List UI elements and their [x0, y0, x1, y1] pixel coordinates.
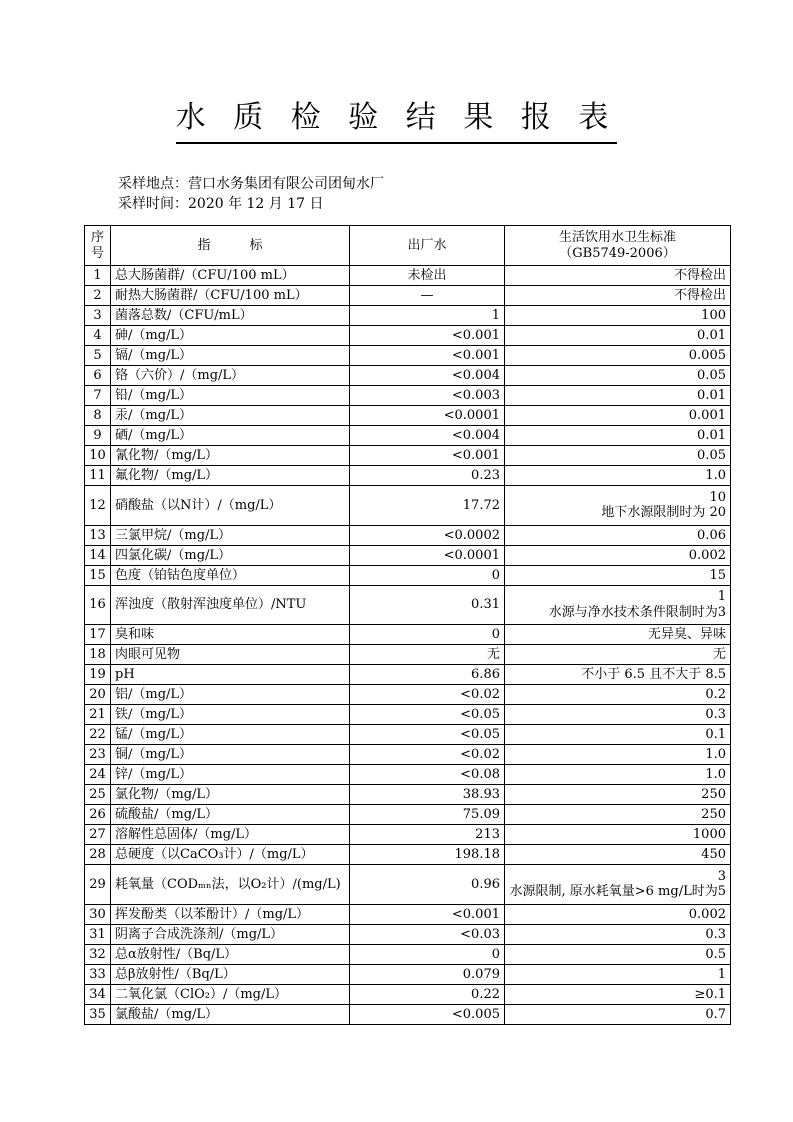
standard-value: 0.05: [505, 366, 731, 386]
col-header-standard-line2: （GB5749-2006）: [559, 245, 676, 261]
table-row: [85, 426, 731, 446]
outflow-value: <0.004: [350, 426, 505, 446]
standard-value: 100: [505, 306, 731, 326]
table-row: [85, 446, 731, 466]
standard-value: 0.05: [505, 446, 731, 466]
table-row: [85, 944, 731, 964]
outflow-value: <0.0001: [350, 406, 505, 426]
table-row: [85, 585, 731, 625]
col-header-standard-line1: 生活饮用水卫生标准: [558, 229, 676, 245]
standard-value: 无: [505, 645, 731, 665]
indicator-name: 硝酸盐（以N计）/（mg/L）: [111, 486, 350, 526]
row-number: 4: [85, 326, 111, 346]
indicator-name: 总α放射性/（Bq/L）: [111, 944, 350, 964]
indicator-name: 硒/（mg/L）: [111, 426, 350, 446]
standard-value: ≥0.1: [505, 984, 731, 1004]
table-row: [85, 645, 731, 665]
indicator-name: 锌/（mg/L）: [111, 765, 350, 785]
standard-value: 0.1: [505, 725, 731, 745]
indicator-name: pH: [111, 665, 350, 685]
table-row: [85, 984, 731, 1004]
table-row: [85, 785, 731, 805]
standard-value: 1.0: [505, 745, 731, 765]
indicator-name: 耗氧量（CODₘₙ法，以O₂计）/(mg/L): [111, 865, 350, 905]
standard-value: 0.3: [505, 924, 731, 944]
row-number: 19: [85, 665, 111, 685]
indicator-name: 铜/（mg/L）: [111, 745, 350, 765]
standard-value: 250: [505, 785, 731, 805]
standard-value: 15: [505, 565, 731, 585]
standard-value: 0.01: [505, 326, 731, 346]
row-number: 18: [85, 645, 111, 665]
row-number: 8: [85, 406, 111, 426]
table-row: [85, 326, 731, 346]
table-row: [85, 486, 731, 526]
table-body: [85, 266, 731, 1025]
outflow-value: <0.08: [350, 765, 505, 785]
row-number: 35: [85, 1004, 111, 1024]
table-row: [85, 466, 731, 486]
indicator-name: 氟化物/（mg/L）: [111, 466, 350, 486]
standard-limit: 3: [717, 868, 726, 884]
row-number: 33: [85, 964, 111, 984]
standard-value: 1: [505, 964, 731, 984]
indicator-name: 浑浊度（散射浑浊度单位）/NTU: [111, 585, 350, 625]
standard-value: 0.5: [505, 944, 731, 964]
standard-value: 0.01: [505, 426, 731, 446]
row-number: 16: [85, 585, 111, 625]
indicator-name: 菌落总数/（CFU/mL）: [111, 306, 350, 326]
row-number: 7: [85, 386, 111, 406]
outflow-value: 未检出: [350, 266, 505, 286]
outflow-value: 0.31: [350, 585, 505, 625]
table-row: [85, 685, 731, 705]
col-header-indicator: 指 标: [111, 226, 350, 266]
outflow-value: 1: [350, 306, 505, 326]
row-number: 17: [85, 625, 111, 645]
row-number: 22: [85, 725, 111, 745]
indicator-name: 臭和味: [111, 625, 350, 645]
indicator-name: 肉眼可见物: [111, 645, 350, 665]
table-row: [85, 366, 731, 386]
outflow-value: <0.001: [350, 326, 505, 346]
table-row: [85, 1004, 731, 1024]
row-number: 34: [85, 984, 111, 1004]
outflow-value: 0.23: [350, 466, 505, 486]
standard-note: 地下水源限制时为 20: [601, 505, 726, 521]
table-row: [85, 705, 731, 725]
outflow-value: 198.18: [350, 845, 505, 865]
table-row: [85, 306, 731, 326]
indicator-name: 二氧化氯（ClO₂）/（mg/L）: [111, 984, 350, 1004]
table-row: [85, 845, 731, 865]
standard-limit: 1: [717, 589, 726, 605]
row-number: 3: [85, 306, 111, 326]
standard-value: 450: [505, 845, 731, 865]
standard-value: 不得检出: [505, 266, 731, 286]
row-number: 21: [85, 705, 111, 725]
standard-value: 0.002: [505, 904, 731, 924]
table-row: [85, 286, 731, 306]
row-number: 9: [85, 426, 111, 446]
table-row: [85, 924, 731, 944]
row-number: 25: [85, 785, 111, 805]
row-number: 27: [85, 825, 111, 845]
outflow-value: <0.02: [350, 685, 505, 705]
standard-note: 水源限制, 原水耗氧量>6 mg/L时为5: [509, 884, 726, 900]
standard-value: 0.3: [505, 705, 731, 725]
row-number: 11: [85, 466, 111, 486]
outflow-value: —: [350, 286, 505, 306]
indicator-name: 硫酸盐/（mg/L）: [111, 805, 350, 825]
row-number: 14: [85, 545, 111, 565]
standard-value: 0.06: [505, 525, 731, 545]
table-row: [85, 825, 731, 845]
row-number: 6: [85, 366, 111, 386]
table-row: [85, 266, 731, 286]
standard-value: 0.01: [505, 386, 731, 406]
outflow-value: <0.03: [350, 924, 505, 944]
row-number: 31: [85, 924, 111, 944]
results-table: [84, 225, 731, 1025]
row-number: 20: [85, 685, 111, 705]
outflow-value: <0.001: [350, 904, 505, 924]
standard-value: [505, 865, 731, 905]
indicator-name: 氰化物/（mg/L）: [111, 446, 350, 466]
row-number: 5: [85, 346, 111, 366]
indicator-name: 总硬度（以CaCO₃计）/（mg/L）: [111, 845, 350, 865]
indicator-name: 三氯甲烷/（mg/L）: [111, 525, 350, 545]
outflow-value: 0.079: [350, 964, 505, 984]
row-number: 15: [85, 565, 111, 585]
row-number: 10: [85, 446, 111, 466]
standard-limit: 10: [709, 489, 726, 505]
outflow-value: 0: [350, 944, 505, 964]
standard-value: [505, 486, 731, 526]
standard-value: 1000: [505, 825, 731, 845]
indicator-name: 总大肠菌群/（CFU/100 mL）: [111, 266, 350, 286]
table-row: [85, 765, 731, 785]
row-number: 12: [85, 486, 111, 526]
title-wrap: [0, 0, 793, 144]
row-number: 13: [85, 525, 111, 545]
indicator-name: 铅/（mg/L）: [111, 386, 350, 406]
indicator-name: 汞/（mg/L）: [111, 406, 350, 426]
outflow-value: 无: [350, 645, 505, 665]
outflow-value: <0.004: [350, 366, 505, 386]
sampling-time: 采样时间：2020 年 12 月 17 日: [118, 196, 324, 212]
standard-value: 1.0: [505, 765, 731, 785]
table-row: [85, 545, 731, 565]
outflow-value: <0.0002: [350, 525, 505, 545]
outflow-value: <0.05: [350, 725, 505, 745]
row-number: 32: [85, 944, 111, 964]
standard-value: 0.001: [505, 406, 731, 426]
outflow-value: <0.001: [350, 446, 505, 466]
outflow-value: <0.005: [350, 1004, 505, 1024]
outflow-value: 0: [350, 565, 505, 585]
table-row: [85, 665, 731, 685]
standard-value: 0.7: [505, 1004, 731, 1024]
indicator-name: 铁/（mg/L）: [111, 705, 350, 725]
row-number: 2: [85, 286, 111, 306]
sampling-location: 采样地点：营口水务集团有限公司团甸水厂: [118, 176, 384, 192]
indicator-name: 氯化物/（mg/L）: [111, 785, 350, 805]
table-row: [85, 525, 731, 545]
outflow-value: 38.93: [350, 785, 505, 805]
outflow-value: 0.22: [350, 984, 505, 1004]
indicator-name: 镉/（mg/L）: [111, 346, 350, 366]
indicator-name: 挥发酚类（以苯酚计）/（mg/L）: [111, 904, 350, 924]
indicator-name: 铬（六价）/（mg/L）: [111, 366, 350, 386]
col-header-no: 序号: [85, 226, 111, 266]
table-row: [85, 964, 731, 984]
indicator-name: 溶解性总固体/（mg/L）: [111, 825, 350, 845]
row-number: 28: [85, 845, 111, 865]
indicator-name: 总β放射性/（Bq/L）: [111, 964, 350, 984]
standard-value: 0.2: [505, 685, 731, 705]
outflow-value: <0.003: [350, 386, 505, 406]
outflow-value: 6.86: [350, 665, 505, 685]
header-row: [85, 226, 731, 266]
table-row: [85, 745, 731, 765]
standard-value: 不得检出: [505, 286, 731, 306]
page-title: 水 质 检 验 结 果 报 表: [176, 92, 618, 144]
outflow-value: <0.02: [350, 745, 505, 765]
table-row: [85, 386, 731, 406]
table-row: [85, 406, 731, 426]
row-number: 29: [85, 865, 111, 905]
row-number: 30: [85, 904, 111, 924]
table-row: [85, 565, 731, 585]
outflow-value: 213: [350, 825, 505, 845]
outflow-value: 0: [350, 625, 505, 645]
standard-value: 0.005: [505, 346, 731, 366]
col-header-outflow: 出厂水: [350, 226, 505, 266]
sampling-info: [118, 174, 793, 214]
indicator-name: 氯酸盐/（mg/L）: [111, 1004, 350, 1024]
standard-value: 250: [505, 805, 731, 825]
outflow-value: 0.96: [350, 865, 505, 905]
table-row: [85, 625, 731, 645]
col-header-standard: [505, 226, 731, 266]
outflow-value: <0.001: [350, 346, 505, 366]
table-row: [85, 904, 731, 924]
table-row: [85, 725, 731, 745]
row-number: 24: [85, 765, 111, 785]
indicator-name: 铝/（mg/L）: [111, 685, 350, 705]
indicator-name: 色度（铂钴色度单位）: [111, 565, 350, 585]
standard-value: [505, 585, 731, 625]
row-number: 26: [85, 805, 111, 825]
table-row: [85, 805, 731, 825]
standard-note: 水源与净水技术条件限制时为3: [548, 604, 726, 620]
indicator-name: 砷/（mg/L）: [111, 326, 350, 346]
indicator-name: 锰/（mg/L）: [111, 725, 350, 745]
outflow-value: 17.72: [350, 486, 505, 526]
standard-value: 不小于 6.5 且不大于 8.5: [505, 665, 731, 685]
indicator-name: 耐热大肠菌群/（CFU/100 mL）: [111, 286, 350, 306]
standard-value: 无异臭、异味: [505, 625, 731, 645]
table-row: [85, 865, 731, 905]
outflow-value: <0.0001: [350, 545, 505, 565]
indicator-name: 四氯化碳/（mg/L）: [111, 545, 350, 565]
row-number: 1: [85, 266, 111, 286]
row-number: 23: [85, 745, 111, 765]
standard-value: 0.002: [505, 545, 731, 565]
outflow-value: <0.05: [350, 705, 505, 725]
standard-value: 1.0: [505, 466, 731, 486]
table-row: [85, 346, 731, 366]
indicator-name: 阴离子合成洗涤剂/（mg/L）: [111, 924, 350, 944]
outflow-value: 75.09: [350, 805, 505, 825]
